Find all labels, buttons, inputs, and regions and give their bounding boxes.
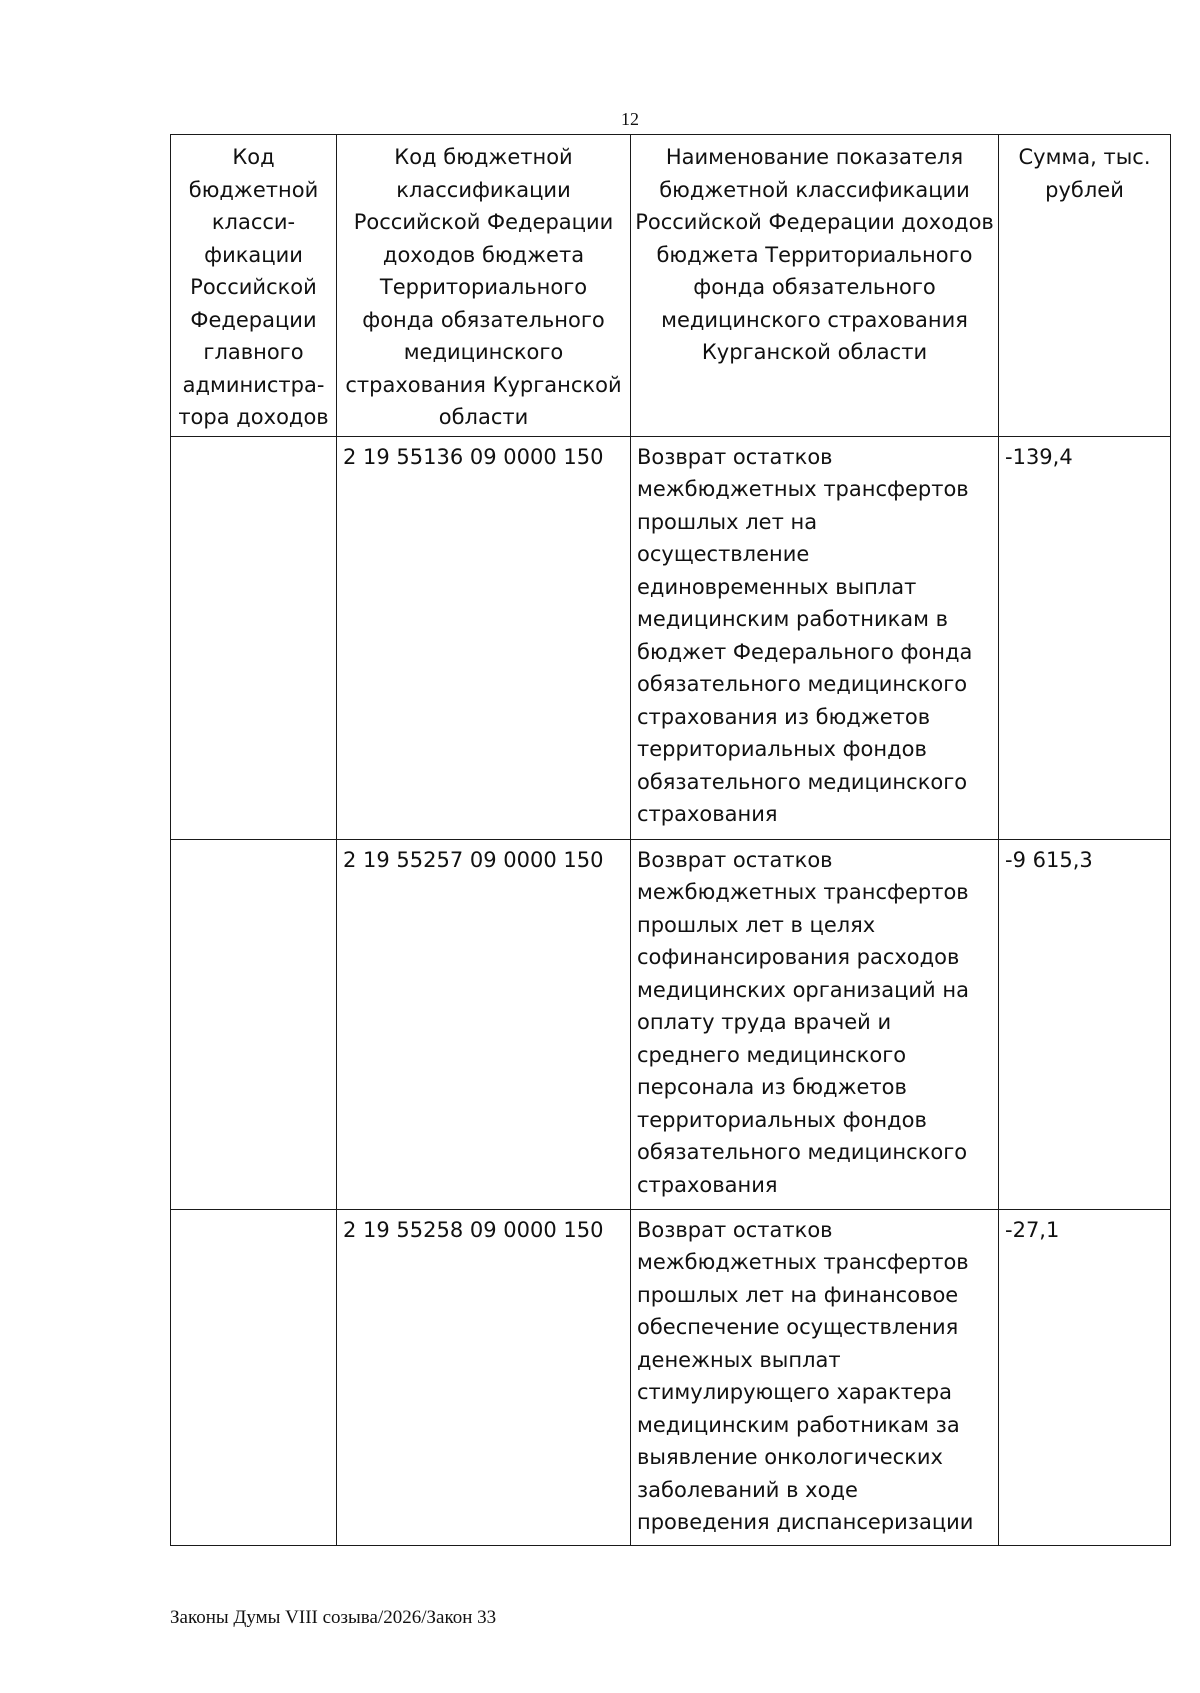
admin-code-cell bbox=[171, 436, 337, 839]
indicator-name-cell: Возврат остатков межбюджетных трансфертов прошлых лет в целях софинансирования расходов медицинских организаций на оплату труда врачей и среднего медицинского персонала из бюджетов территориальных фондов обязательного медицинского страхования bbox=[631, 839, 999, 1209]
header-budget-code: Код бюджетной классификации Российской Федерации доходов бюджета Территориального фонда обязательного медицинского страхования Курганской области bbox=[337, 135, 631, 437]
sum-cell: -9 615,3 bbox=[999, 839, 1171, 1209]
table-row bbox=[171, 436, 1171, 839]
header-admin-code bbox=[171, 135, 337, 437]
header-sum: Сумма, тыс. рублей bbox=[999, 135, 1171, 437]
sum-cell: -27,1 bbox=[999, 1209, 1171, 1545]
table-row bbox=[171, 839, 1171, 1209]
header-admin-code-text: Код бюджетной класси- фикации Российской Федерации главного администра- тора доходов bbox=[178, 145, 329, 429]
table-header-row bbox=[171, 135, 1171, 437]
budget-table bbox=[170, 134, 1171, 1546]
admin-code-cell bbox=[171, 1209, 337, 1545]
budget-code-cell: 2 19 55136 09 0000 150 bbox=[337, 436, 631, 839]
admin-code-cell bbox=[171, 839, 337, 1209]
indicator-name-cell: Возврат остатков межбюджетных трансфертов прошлых лет на финансовое обеспечение осуществления денежных выплат стимулирующего характера медицинским работникам за выявление онкологических заболеваний в ходе проведения диспансеризации bbox=[631, 1209, 999, 1545]
document-footer: Законы Думы VIII созыва/2026/Закон 33 bbox=[170, 1607, 497, 1628]
page-number: 12 bbox=[621, 109, 639, 129]
budget-code-cell: 2 19 55257 09 0000 150 bbox=[337, 839, 631, 1209]
indicator-name-cell: Возврат остатков межбюджетных трансфертов прошлых лет на осуществление единовременных выплат медицинским работникам в бюджет Федерального фонда обязательного медицинского страхования из бюджетов территориальных фондов обязательного медицинского страхования bbox=[631, 436, 999, 839]
sum-cell: -139,4 bbox=[999, 436, 1171, 839]
table-row bbox=[171, 1209, 1171, 1545]
budget-code-cell: 2 19 55258 09 0000 150 bbox=[337, 1209, 631, 1545]
header-indicator-name: Наименование показателя бюджетной классификации Российской Федерации доходов бюджета Территориального фонда обязательного медицинского страхования Курганской области bbox=[631, 135, 999, 437]
